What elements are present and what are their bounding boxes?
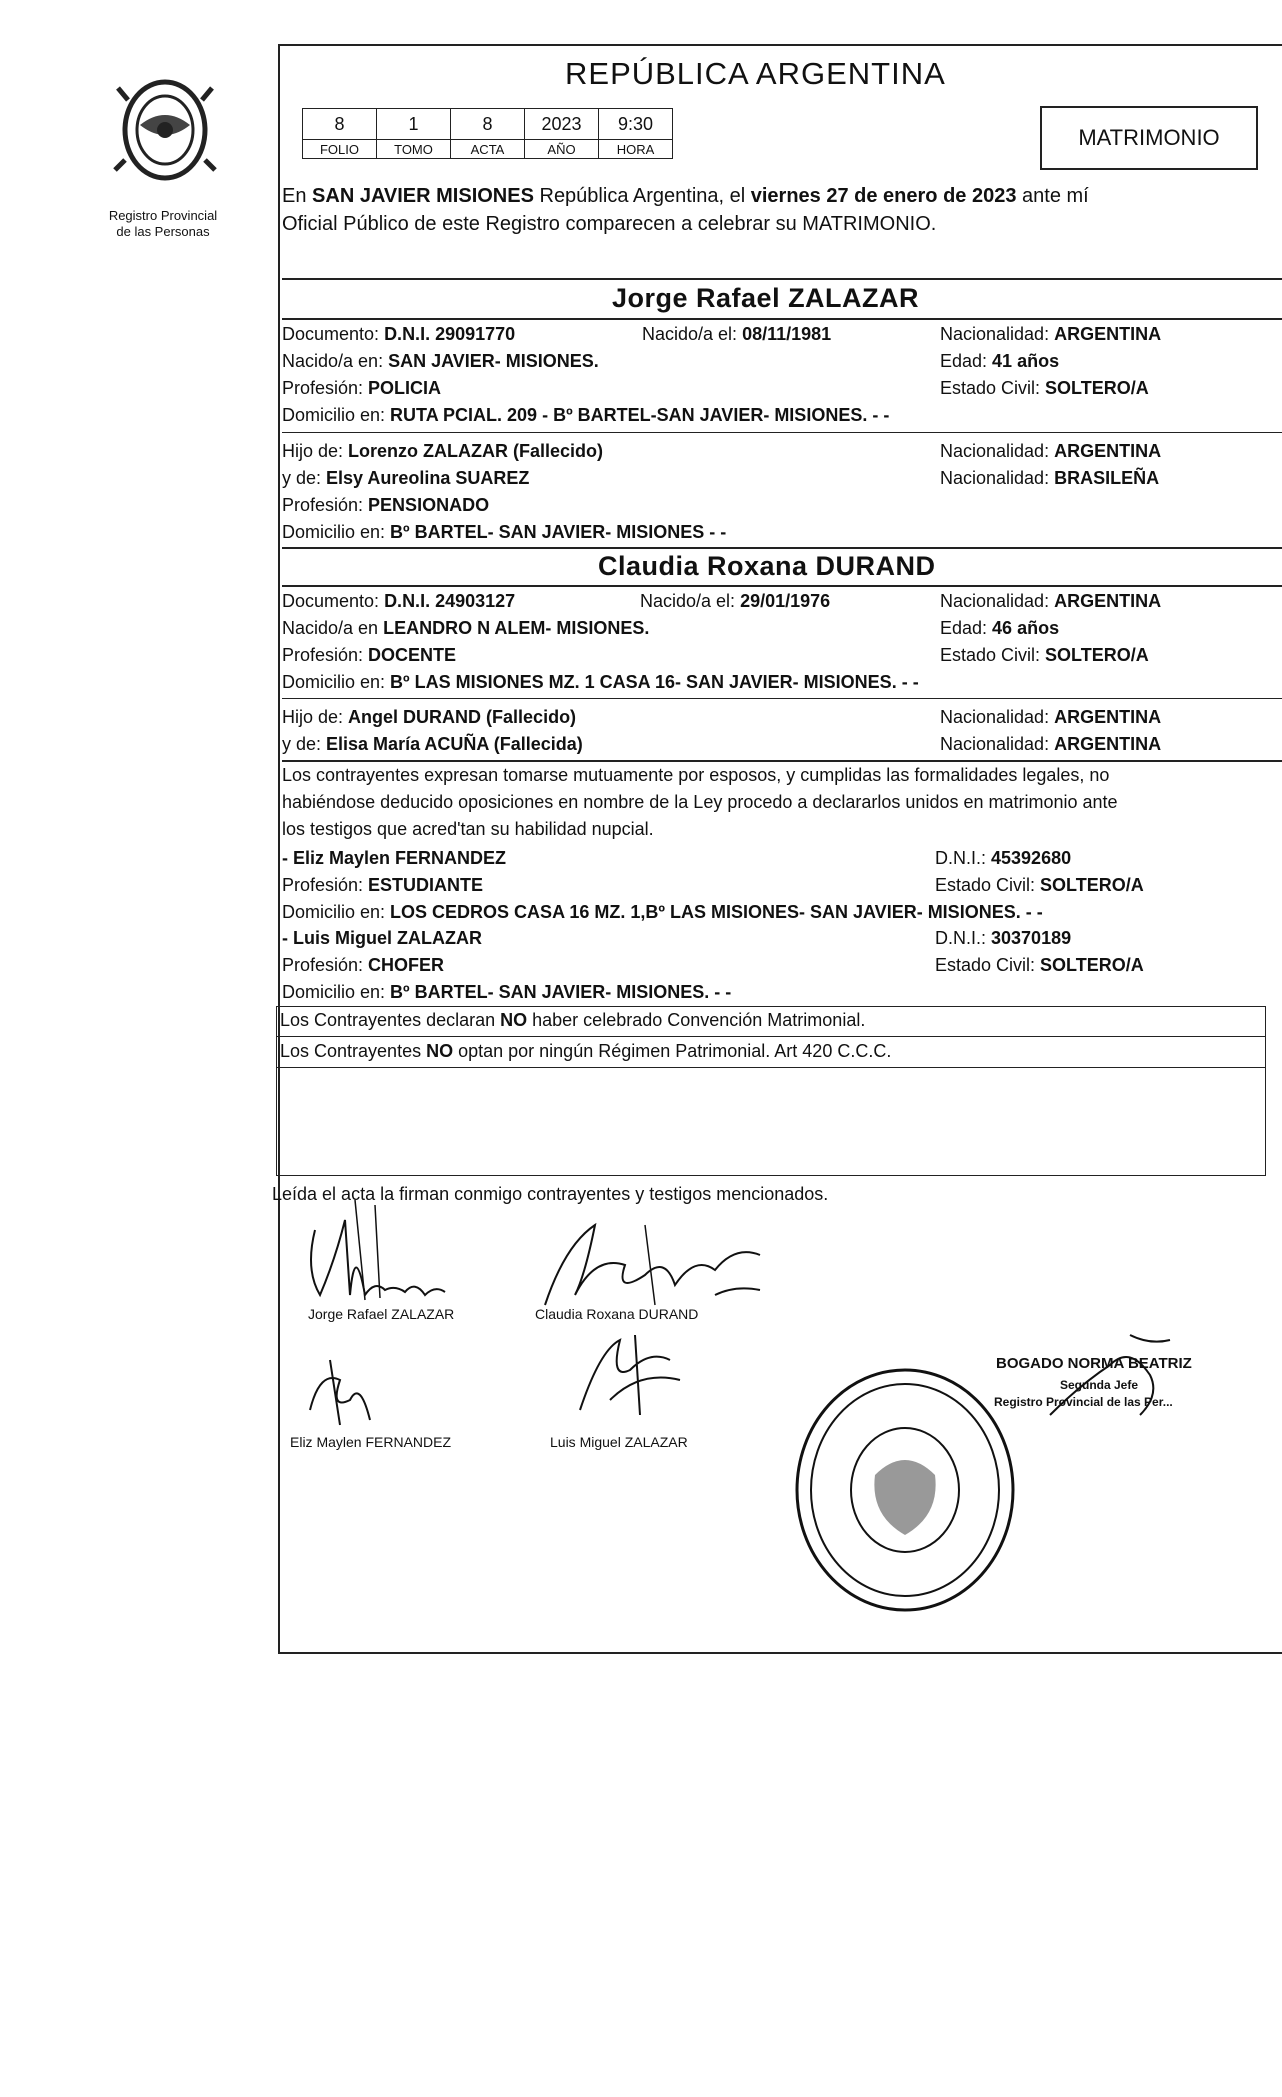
official-seal [790, 1365, 1020, 1615]
hour-label: HORA [599, 140, 673, 159]
spouse1-doc: Documento: D.N.I. 29091770 [282, 324, 516, 344]
spouse2-age: Edad: 46 años [940, 618, 1060, 638]
official-office: Registro Provincial de las Per... [994, 1395, 1173, 1409]
signature-witness2 [560, 1330, 690, 1420]
witness1-name: - Eliz Maylen FERNANDEZ [282, 848, 507, 868]
witness2-name: - Luis Miguel ZALAZAR [282, 928, 482, 948]
hour-value: 9:30 [599, 109, 673, 140]
logo-caption-line2: de las Personas [116, 224, 210, 239]
spouse1-parents-address: Domicilio en: Bº BARTEL- SAN JAVIER- MISIONES - - [282, 522, 727, 542]
act-meta-table [302, 108, 673, 159]
witness2-address: Domicilio en: Bº BARTEL- SAN JAVIER- MISIONES. - - [282, 982, 732, 1002]
signature-spouse1-caption: Jorge Rafael ZALAZAR [308, 1306, 455, 1322]
spouse2-mother-nationality: Nacionalidad: ARGENTINA [940, 734, 1162, 754]
signature-spouse2-caption: Claudia Roxana DURAND [535, 1306, 699, 1322]
spouse2-birthplace: Nacido/a en LEANDRO N ALEM- MISIONES. [282, 618, 650, 638]
divider [282, 698, 1282, 699]
divider [282, 760, 1282, 762]
divider [282, 547, 1282, 549]
spouse2-doc: Documento: D.N.I. 24903127 [282, 591, 516, 611]
spouse2-profession: Profesión: DOCENTE [282, 645, 457, 665]
divider [276, 1036, 1266, 1037]
spouse1-parents-profession: Profesión: PENSIONADO [282, 495, 490, 515]
tomo-label: TOMO [377, 140, 451, 159]
spouse2-father-nationality: Nacionalidad: ARGENTINA [940, 707, 1162, 727]
folio-label: FOLIO [303, 140, 377, 159]
note-patrimonial-regime: Los Contrayentes NO optan por ningún Régimen Patrimonial. Art 420 C.C.C. [280, 1041, 892, 1061]
intro-line2: Oficial Público de este Registro comparecen a celebrar su MATRIMONIO. [282, 213, 937, 235]
witness2-dni: D.N.I.: 30370189 [935, 928, 1072, 948]
blank-box [276, 1068, 1266, 1176]
tomo-value: 1 [377, 109, 451, 140]
spouse1-address: Domicilio en: RUTA PCIAL. 209 - Bº BARTEL-SAN JAVIER- MISIONES. - - [282, 405, 890, 425]
intro-line1: En SAN JAVIER MISIONES República Argentina, el viernes 27 de enero de 2023 ante mí [282, 185, 1089, 207]
year-label: AÑO [525, 140, 599, 159]
spouse1-profession: Profesión: POLICIA [282, 378, 442, 398]
signature-witness1-caption: Eliz Maylen FERNANDEZ [290, 1434, 452, 1450]
witness1-address: Domicilio en: LOS CEDROS CASA 16 MZ. 1,Bº LAS MISIONES- SAN JAVIER- MISIONES. - - [282, 902, 1043, 922]
spouse1-birthplace: Nacido/a en: SAN JAVIER- MISIONES. [282, 351, 599, 371]
spouse2-name: Claudia Roxana DURAND [598, 551, 936, 581]
divider [282, 585, 1282, 587]
intro-place: SAN JAVIER MISIONES [312, 185, 534, 207]
folio-value: 8 [303, 109, 377, 140]
spouse2-address: Domicilio en: Bº LAS MISIONES MZ. 1 CASA 16- SAN JAVIER- MISIONES. - - [282, 672, 919, 692]
signature-spouse1 [295, 1200, 455, 1310]
witness1-dni: D.N.I.: 45392680 [935, 848, 1072, 868]
logo-caption-line1: Registro Provincial [108, 208, 218, 223]
declaration-line3: los testigos que acred'tan su habilidad nupcial. [282, 819, 654, 839]
witness1-civil-status: Estado Civil: SOLTERO/A [935, 875, 1144, 895]
spouse2-mother: y de: Elisa María ACUÑA (Fallecida) [282, 734, 583, 754]
page-title: REPÚBLICA ARGENTINA [565, 56, 946, 91]
witness1-profession: Profesión: ESTUDIANTE [282, 875, 484, 895]
spouse2-father: Hijo de: Angel DURAND (Fallecido) [282, 707, 577, 727]
spouse1-mother-nationality: Nacionalidad: BRASILEÑA [940, 468, 1160, 488]
signature-official [1040, 1325, 1200, 1425]
act-type-box: MATRIMONIO [1040, 106, 1258, 170]
spouse1-father: Hijo de: Lorenzo ZALAZAR (Fallecido) [282, 441, 604, 461]
declaration-line2: habiéndose deducido oposiciones en nombre de la Ley procedo a declararlos unidos en matrimonio ante [282, 792, 1118, 812]
divider [282, 318, 1282, 320]
acta-value: 8 [451, 109, 525, 140]
spouse1-civil-status: Estado Civil: SOLTERO/A [940, 378, 1149, 398]
provincial-emblem [110, 70, 220, 190]
spouse1-born: Nacido/a el: 08/11/1981 [642, 324, 832, 344]
closing-text: Leída el acta la firman conmigo contrayentes y testigos mencionados. [272, 1184, 829, 1204]
signature-spouse2 [535, 1215, 765, 1315]
spouse2-civil-status: Estado Civil: SOLTERO/A [940, 645, 1149, 665]
official-name: BOGADO NORMA BEATRIZ [996, 1355, 1192, 1372]
spouse2-nationality: Nacionalidad: ARGENTINA [940, 591, 1162, 611]
note-convention: Los Contrayentes declaran NO haber celebrado Convención Matrimonial. [280, 1010, 866, 1030]
official-role: Segunda Jefe [1060, 1378, 1139, 1392]
spouse1-mother: y de: Elsy Aureolina SUAREZ [282, 468, 530, 488]
divider [282, 432, 1282, 433]
divider [282, 278, 1282, 280]
year-value: 2023 [525, 109, 599, 140]
declaration-line1: Los contrayentes expresan tomarse mutuamente por esposos, y cumplidas las formalidades legales, no [282, 765, 1110, 785]
spouse1-age: Edad: 41 años [940, 351, 1060, 371]
signature-witness1 [300, 1350, 380, 1430]
logo-caption [88, 208, 238, 240]
spouse1-name: Jorge Rafael ZALAZAR [612, 283, 920, 313]
signature-witness2-caption: Luis Miguel ZALAZAR [550, 1434, 688, 1450]
acta-label: ACTA [451, 140, 525, 159]
spouse1-father-nationality: Nacionalidad: ARGENTINA [940, 441, 1162, 461]
witness2-profession: Profesión: CHOFER [282, 955, 445, 975]
spouse2-born: Nacido/a el: 29/01/1976 [640, 591, 831, 611]
spouse1-nationality: Nacionalidad: ARGENTINA [940, 324, 1162, 344]
intro-date: viernes 27 de enero de 2023 [750, 185, 1017, 207]
witness2-civil-status: Estado Civil: SOLTERO/A [935, 955, 1144, 975]
